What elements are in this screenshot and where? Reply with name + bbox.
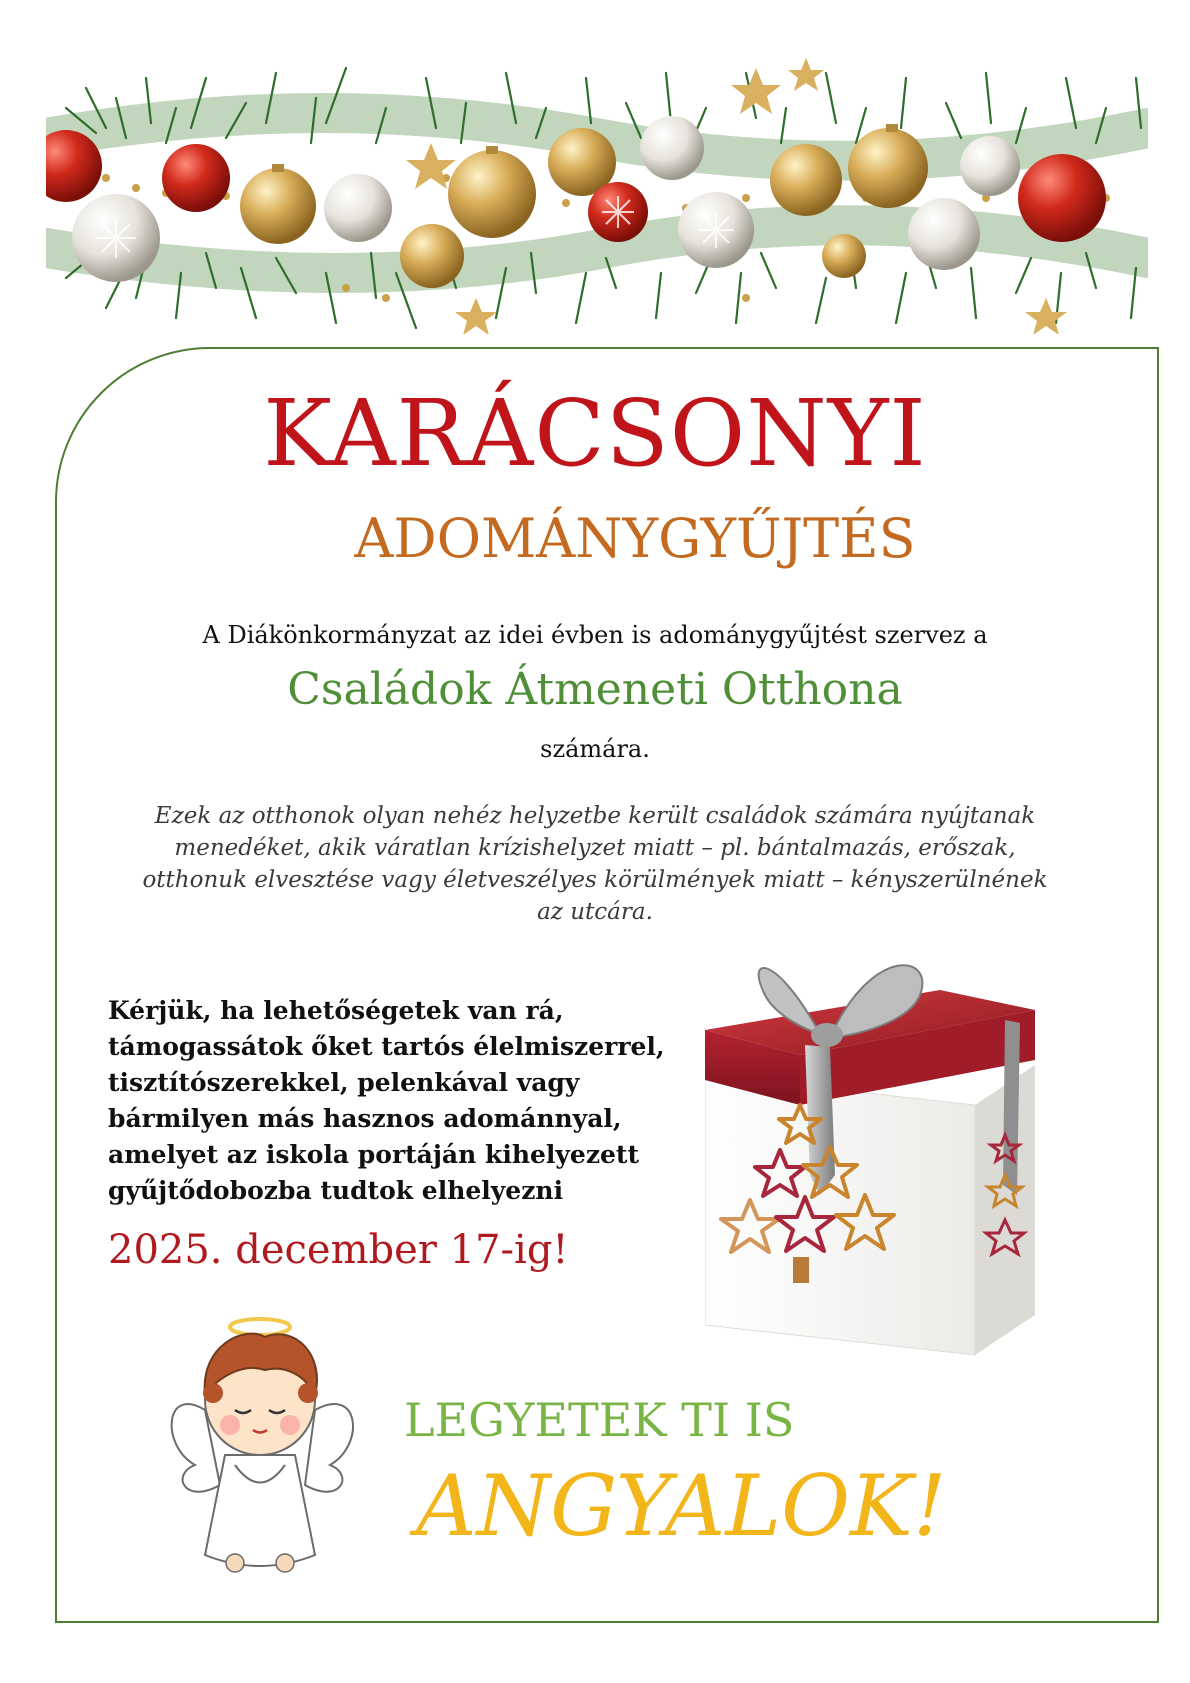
request-line: tisztítószerekkel, pelenkával vagy xyxy=(108,1068,580,1097)
request-paragraph xyxy=(108,993,728,1209)
description-line: otthonuk elvesztése vagy életveszélyes körülmények miatt – kényszerülnének xyxy=(142,867,1048,893)
request-line: bármilyen más hasznos adománnyal, xyxy=(108,1104,622,1133)
page-title: KARÁCSONYI xyxy=(263,380,927,487)
page-subtitle: ADOMÁNYGYŰJTÉS xyxy=(354,507,916,570)
description-line: menedéket, akik váratlan krízishelyzet miatt – pl. bántalmazás, erőszak, xyxy=(174,835,1016,861)
request-line: amelyet az iskola portáján kihelyezett xyxy=(108,1140,640,1169)
deadline-date: 2025. december 17-ig! xyxy=(108,1227,569,1273)
angel-image xyxy=(165,1315,365,1585)
for-whom-text: számára. xyxy=(540,735,650,763)
intro-sentence: A Diákönkormányzat az idei évben is adománygyűjtést szervez a xyxy=(202,621,988,649)
closing-line-2: ANGYALOK! xyxy=(416,1457,947,1555)
christmas-garland-banner xyxy=(46,48,1148,334)
description-line: Ezek az otthonok olyan nehéz helyzetbe került családok számára nyújtanak xyxy=(154,803,1036,829)
request-line: támogassátok őket tartós élelmiszerrel, xyxy=(108,1032,665,1061)
description-line: az utcára. xyxy=(537,899,653,925)
closing-line-1: LEGYETEK TI IS xyxy=(404,1393,795,1447)
gift-box-image xyxy=(705,935,1105,1365)
description-paragraph xyxy=(80,800,1110,928)
request-line: gyűjtődobozba tudtok elhelyezni xyxy=(108,1176,564,1205)
organization-name: Családok Átmeneti Otthona xyxy=(287,664,903,715)
request-line: Kérjük, ha lehetőségetek van rá, xyxy=(108,996,564,1025)
